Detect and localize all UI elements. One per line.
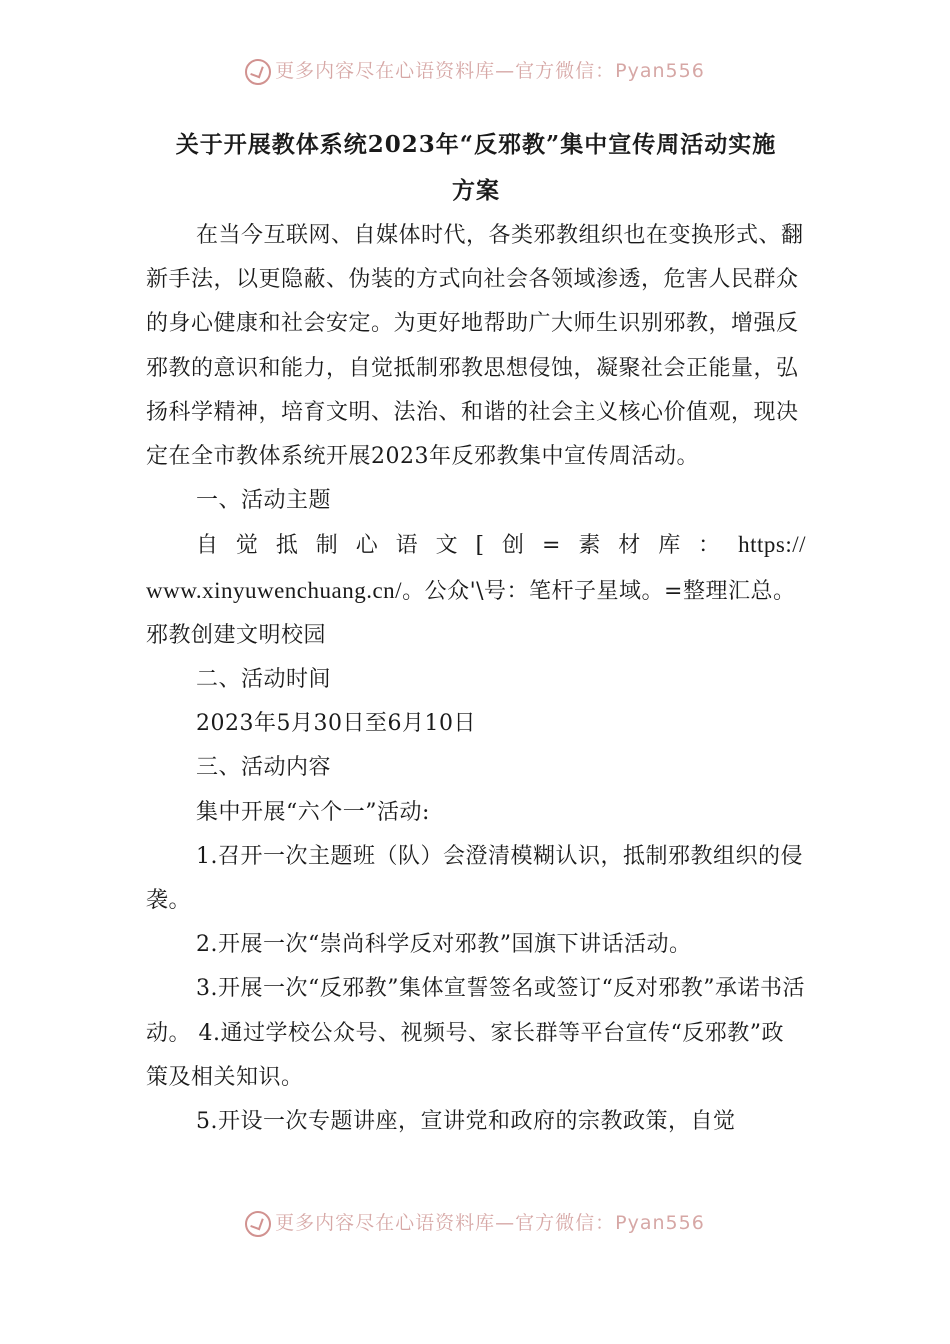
- section-heading-theme: 一、活动主题: [196, 488, 332, 514]
- theme-url-1: https://: [738, 532, 806, 558]
- content-item-5: 5.开设一次专题讲座，宣讲党和政府的宗教政策，自觉: [196, 1109, 736, 1135]
- title-line-1: 关于开展教体系统2023年“反邪教”集中宣传周活动实施: [175, 131, 777, 158]
- section-heading-content: 三、活动内容: [196, 755, 332, 781]
- watermark-text: 更多内容尽在心语资料库—官方微信：Pyan556: [275, 60, 705, 82]
- watermark-top: [0, 56, 950, 85]
- theme-url-2: www.xinyuwenchuang.cn/: [146, 577, 403, 603]
- document-title: [146, 122, 806, 214]
- title-line-2: 方案: [452, 177, 500, 204]
- theme-line-1: [146, 523, 806, 568]
- content-item-2: 2.开展一次“崇尚科学反对邪教”国旗下讲话活动。: [196, 932, 692, 958]
- theme-text-2: 。公众'\号：笔杆子星域。=整理汇总。邪教创建文明校园: [146, 578, 796, 648]
- watermark-text: 更多内容尽在心语资料库—官方微信：Pyan556: [275, 1212, 705, 1234]
- watermark-bottom: [0, 1208, 950, 1237]
- activity-time: 2023年5月30日至6月10日: [196, 711, 476, 737]
- document-body: [146, 122, 806, 1144]
- content-item-3-4: 3.开展一次“反邪教”集体宣誓签名或签订“反对邪教”承诺书活动。 4.通过学校公众号、视频号、家长群等平台宣传“反邪教”政策及相关知识。: [146, 976, 805, 1090]
- content-item-1: 1.召开一次主题班（队）会澄清模糊认识，抵制邪教组织的侵袭。: [146, 843, 803, 914]
- intro-paragraph: 在当今互联网、自媒体时代，各类邪教组织也在变换形式、翻新手法，以更隐蔽、伪装的方式向社会各领域渗透，危害人民群众的身心健康和社会安定。为更好地帮助广大师生识别邪教，增强反邪教的意识和能力，自觉抵制邪教思想侵蚀，凝聚社会正能量，弘扬科学精神，培育文明、法治、和谐的社会主义核心价值观，现决定在全市教体系统开展2023年反邪教集中宣传周活动。: [146, 223, 804, 470]
- theme-text-1: 自觉抵制心语文[创=素材库：: [196, 533, 739, 559]
- section-heading-time: 二、活动时间: [196, 667, 332, 693]
- theme-line-2: [146, 569, 806, 658]
- watermark-logo-icon: [245, 59, 271, 85]
- watermark-logo-icon: [245, 1211, 271, 1237]
- content-lead: 集中开展“六个一”活动:: [196, 799, 430, 825]
